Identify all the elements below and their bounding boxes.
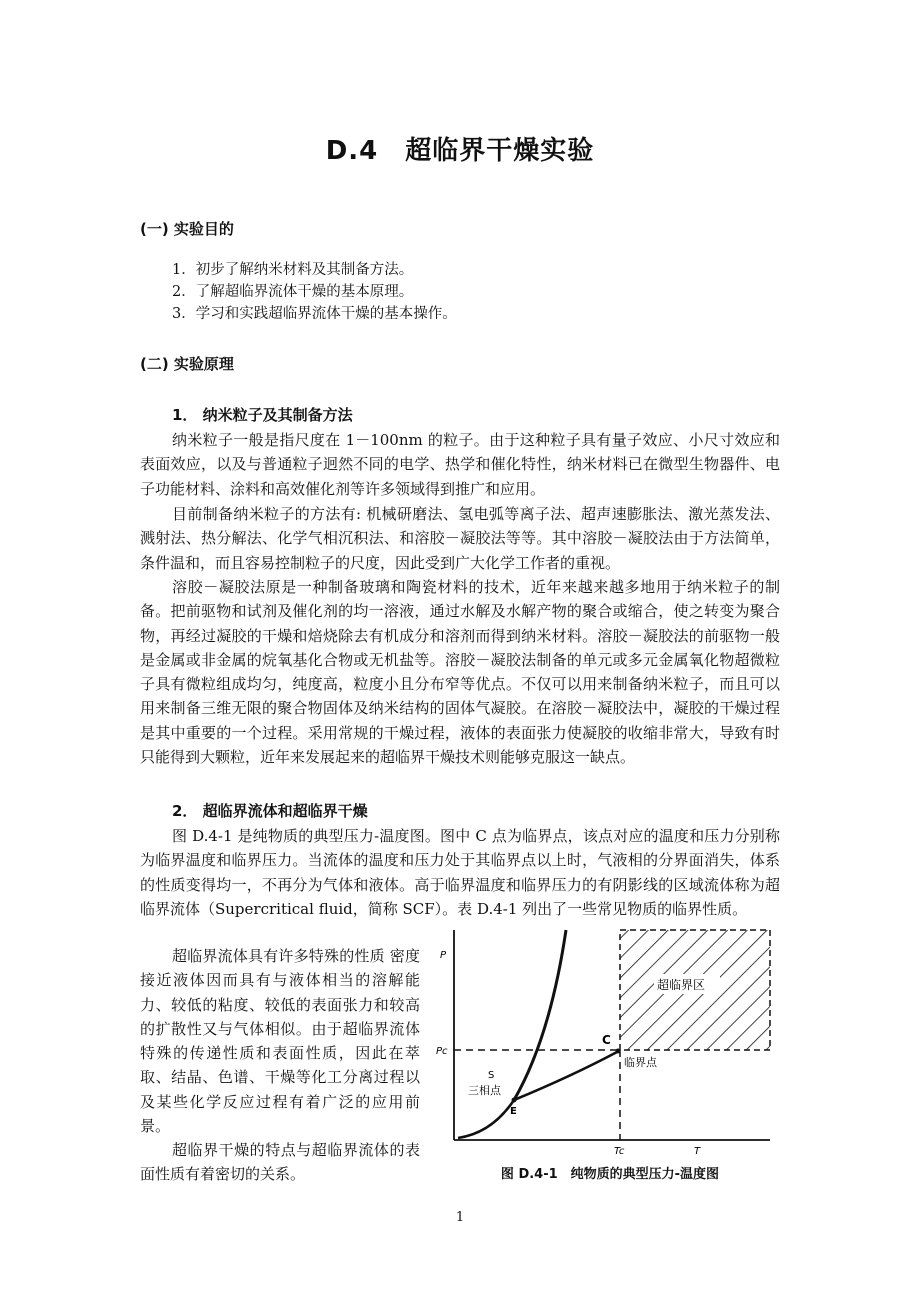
paragraph: 超临界干燥的特点与超临界流体的表面性质有着密切的关系。 — [140, 1141, 420, 1184]
subsection-heading-supercritical: 2． 超临界流体和超临界干燥 — [172, 802, 368, 820]
t-axis-label: T — [694, 1146, 701, 1157]
melting-curve — [514, 930, 566, 1100]
page-number: 1 — [455, 1210, 465, 1225]
paragraph: 超临界流体具有许多特殊的性质 密度接近液体因而具有与液体相当的溶解能力、较低的粘度、较低的表面张力和较高的扩散性又与气体相似。由于超临界流体特殊的传递性质和表面性质，因此在萃取、结晶、色谱、干燥等化工分离过程以及某些化学反应过程有着广泛的应用前景。 — [140, 947, 420, 1136]
phase-diagram — [432, 928, 777, 1160]
pc-label: Pc — [436, 1046, 448, 1057]
subsection-heading-nanoparticles: 1． 纳米粒子及其制备方法 — [172, 406, 353, 424]
sublimation-curve — [458, 1100, 514, 1138]
p-axis-label: P — [440, 950, 447, 961]
paragraph: 图 D.4-1 是纯物质的典型压力-温度图。图中 C 点为临界点，该点对应的温度和压力分别称为临界温度和临界压力。当流体的温度和压力处于其临界点以上时，气液相的分界面消失，体系的性质变得均一，不再分为气体和液体。高于临界温度和临界压力的有阴影线的区域流体称为超临界流体（Supercritical fluid，简称 SCF）。表 D.4-1 列出了一些常见物质的临界性质。 — [140, 827, 780, 918]
list-item: 3．学习和实践超临界流体干燥的基本操作。 — [172, 306, 457, 322]
figure-caption: 图 D.4-1 纯物质的典型压力-温度图 — [500, 1167, 720, 1182]
triple-point-label: 三相点 — [468, 1084, 501, 1097]
solid-label: S — [488, 1070, 495, 1081]
triple-point-marker — [512, 1098, 517, 1103]
triple-point-e-label: E — [510, 1106, 517, 1117]
critical-point-label: 临界点 — [624, 1056, 657, 1069]
supercritical-region-label: 超临界区 — [657, 978, 706, 992]
tc-label: Tc — [614, 1146, 625, 1157]
critical-point-c-label: C — [602, 1033, 611, 1047]
paragraph: 纳米粒子一般是指尺度在 1－100nm 的粒子。由于这种粒子具有量子效应、小尺寸效应和表面效应，以及与普通粒子迥然不同的电学、热学和催化特性，纳米材料已在微型生物器件、电子功能材料、涂料和高效催化剂等许多领域得到推广和应用。 — [140, 431, 780, 498]
paragraph: 目前制备纳米粒子的方法有: 机械研磨法、氢电弧等离子法、超声速膨胀法、激光蒸发法、溅射法、热分解法、化学气相沉积法、和溶胶－凝胶法等等。其中溶胶－凝胶法由于方法简单，条件温和，而且容易控制粒子的尺度，因此受到广大化学工作者的重视。 — [140, 505, 780, 572]
list-item: 1．初步了解纳米材料及其制备方法。 — [172, 262, 414, 278]
section-heading-principles: (二) 实验原理 — [140, 355, 234, 373]
paragraph: 溶胶－凝胶法原是一种制备玻璃和陶瓷材料的技术，近年来越来越多地用于纳米粒子的制备。把前驱物和试剂及催化剂的均一溶液，通过水解及水解产物的聚合或缩合，使之转变为聚合物，再经过凝胶的干燥和焙烧除去有机成分和溶剂而得到纳米材料。溶胶－凝胶法的前驱物一般是金属或非金属的烷氧基化合物或无机盐等。溶胶－凝胶法制备的单元或多元金属氧化物超微粒子具有微粒组成均匀，纯度高，粒度小且分布窄等优点。不仅可以用来制备纳米粒子，而且可以用来制备三维无限的聚合物固体及纳米结构的固体气凝胶。在溶胶－凝胶法中，凝胶的干燥过程是其中重要的一个过程。采用常规的干燥过程，液体的表面张力使凝胶的收缩非常大，导致有时只能得到大颗粒，近年来发展起来的超临界干燥技术则能够克服这一缺点。 — [140, 578, 780, 767]
list-item: 2．了解超临界流体干燥的基本原理。 — [172, 284, 414, 300]
critical-point-marker — [616, 1049, 621, 1054]
page-title: D.4 超临界干燥实验 — [325, 136, 595, 166]
vaporization-curve — [514, 1052, 617, 1100]
section-heading-objectives: (一) 实验目的 — [140, 220, 234, 238]
